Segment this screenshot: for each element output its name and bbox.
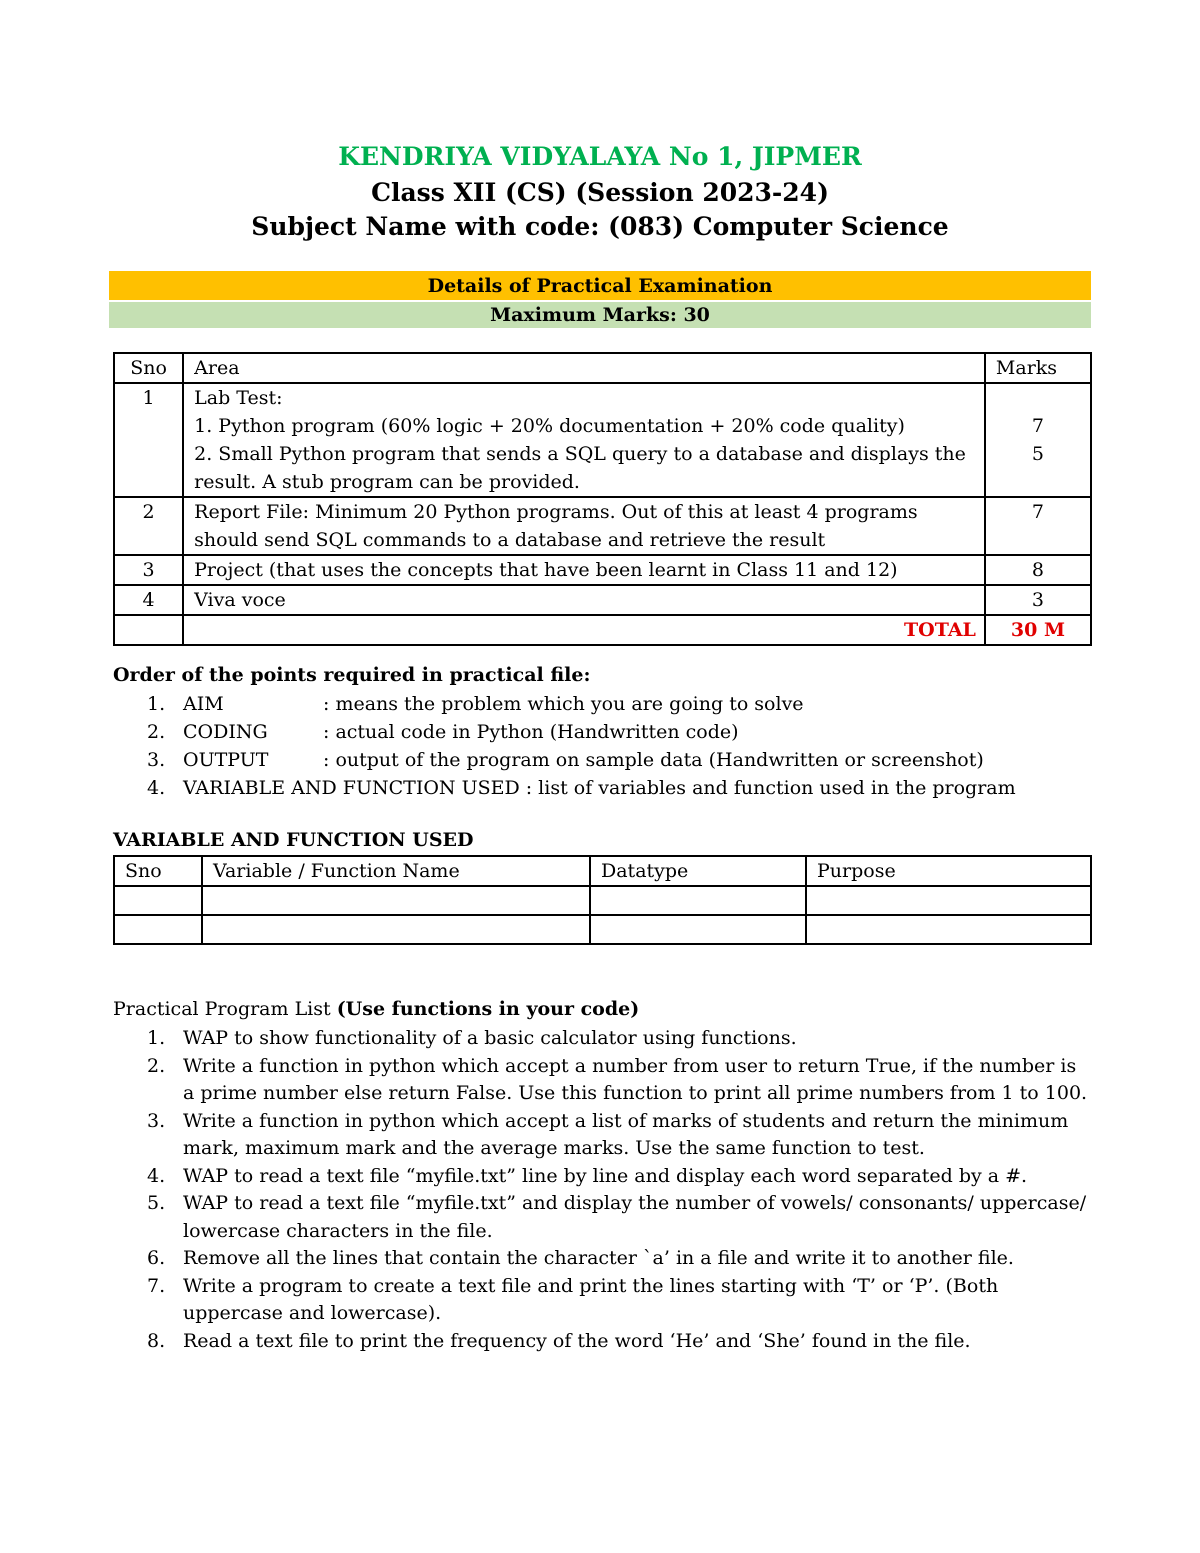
list-item: 7. Write a program to create a text file and print the lines starting with ‘T’ or ‘P’. (Both uppercase and lowercase). [147,1274,999,1324]
row-sno: 3 [114,555,183,585]
list-item: 6. Remove all the lines that contain the character `a’ in a file and write it to another file. [147,1247,1014,1269]
list-item: 4. VARIABLE AND FUNCTION USED : list of variables and function used in the program [147,777,1016,799]
order-key: OUTPUT [183,749,269,771]
row-marks: 8 [985,555,1091,585]
empty-cell [202,886,590,915]
program-text: Write a function in python which accept a list of marks of students and return the minimum mark, maximum mark and the average marks. Use the same function to test. [183,1109,1069,1159]
table-row [114,585,1091,615]
list-item: 5. WAP to read a text file “myfile.txt” and display the number of vowels/ consonants/ uppercase/ lowercase characters in the file. [147,1192,1087,1242]
order-key: CODING [183,721,268,743]
empty-cell [114,886,202,915]
row-sno: 2 [114,497,183,555]
order-desc: : means the problem which you are going to solve [323,693,804,715]
list-item: 3. Write a function in python which accept a list of marks of students and return the minimum mark, maximum mark and the average marks. Use the same function to test. [147,1109,1069,1159]
list-item: 2. CODING : actual code in Python (Handwritten code) [113,718,1073,746]
header-area: Area [183,353,985,383]
table-header-row [114,353,1091,383]
table-header-row [114,856,1091,886]
order-key: AIM [183,693,224,715]
program-text: Remove all the lines that contain the character `a’ in a file and write it to another file. [183,1247,1014,1269]
programs-title-normal: Practical Program List [113,998,337,1020]
row-marks: 3 [985,585,1091,615]
table-row [114,886,1091,915]
row-area: Project (that uses the concepts that have been learnt in Class 11 and 12) [183,555,985,585]
row-sno: 1 [114,383,183,497]
max-marks-band: Maximum Marks: 30 [109,302,1091,328]
table-row [114,383,1091,497]
row-marks: 7 [985,497,1091,555]
list-item: 1. AIM : means the problem which you are going to solve [113,690,1073,718]
header-purpose: Purpose [806,856,1091,886]
list-item: 1. WAP to show functionality of a basic calculator using functions. [147,1027,797,1049]
header-sno: Sno [114,353,183,383]
exam-details-band: Details of Practical Examination [109,271,1091,300]
row-marks-line: 5 [1031,443,1044,465]
school-name: KENDRIYA VIDYALAYA No 1, JIPMER [338,142,862,171]
variables-title: VARIABLE AND FUNCTION USED [113,829,474,851]
row-sno: 4 [114,585,183,615]
program-list [113,1025,1088,1355]
subject-title: Subject Name with code: (083) Computer Science [251,212,949,241]
empty-cell [806,915,1091,944]
total-label: TOTAL [183,615,985,645]
list-item: 3. OUTPUT : output of the program on sample data (Handwritten or screenshot) [113,746,1073,774]
table-row [114,497,1091,555]
row-area [183,383,985,497]
variables-table [113,855,1092,945]
row-area-line: 2. Small Python program that sends a SQL query to a database and displays the result. A stub program can be provided. [194,443,966,493]
header-marks: Marks [985,353,1091,383]
empty-cell [590,886,806,915]
empty-cell [202,915,590,944]
class-session: Class XII (CS) (Session 2023-24) [371,178,829,207]
program-text: WAP to read a text file “myfile.txt” line by line and display each word separated by a #. [183,1164,1028,1187]
programs-title [113,998,639,1020]
total-value: 30 M [985,615,1091,645]
program-text: Write a function in python which accept a number from user to return True, if the number is a prime number else return False. Use this function to print all prime numbers from 1 to 100. [183,1054,1088,1104]
header-datatype: Datatype [590,856,806,886]
total-empty-cell [114,615,183,645]
order-desc: : output of the program on sample data (Handwritten or screenshot) [323,749,984,771]
program-text: WAP to show functionality of a basic calculator using functions. [183,1027,797,1049]
list-item: 8. Read a text file to print the frequency of the word ‘He’ and ‘She’ found in the file. [147,1329,971,1352]
empty-cell [114,915,202,944]
order-list [113,690,1073,802]
row-marks-line: 7 [1031,415,1044,437]
program-text: Write a program to create a text file and print the lines starting with ‘T’ or ‘P’. (Both uppercase and lowercase). [183,1274,999,1324]
order-desc: : actual code in Python (Handwritten code) [323,721,739,743]
order-text: VARIABLE AND FUNCTION USED : list of variables and function used in the program [183,777,1016,799]
row-area: Report File: Minimum 20 Python programs. Out of this at least 4 programs should send SQL commands to a database and retrieve the result [183,497,985,555]
row-area: Viva voce [183,585,985,615]
header-sno: Sno [114,856,202,886]
header-variable-name: Variable / Function Name [202,856,590,886]
list-item: 4. WAP to read a text file “myfile.txt” line by line and display each word separated by a #. [147,1164,1028,1187]
program-text: Read a text file to print the frequency of the word ‘He’ and ‘She’ found in the file. [183,1329,971,1352]
program-text: WAP to read a text file “myfile.txt” and display the number of vowels/ consonants/ uppercase/ lowercase characters in the file. [183,1192,1087,1242]
row-area-line: Lab Test: [194,387,283,409]
table-row [114,555,1091,585]
programs-title-bold: (Use functions in your code) [336,998,640,1020]
empty-cell [806,886,1091,915]
row-area-line: 1. Python program (60% logic + 20% documentation + 20% code quality) [194,415,905,437]
total-row [114,615,1091,645]
row-marks-line [986,384,1090,412]
order-title: Order of the points required in practical file: [113,664,591,686]
marks-table [113,352,1092,646]
list-item: 2. Write a function in python which accept a number from user to return True, if the number is a prime number else return False. Use this function to print all prime numbers from 1 to 100. [147,1054,1088,1104]
row-marks [985,383,1091,497]
table-row [114,915,1091,944]
empty-cell [590,915,806,944]
